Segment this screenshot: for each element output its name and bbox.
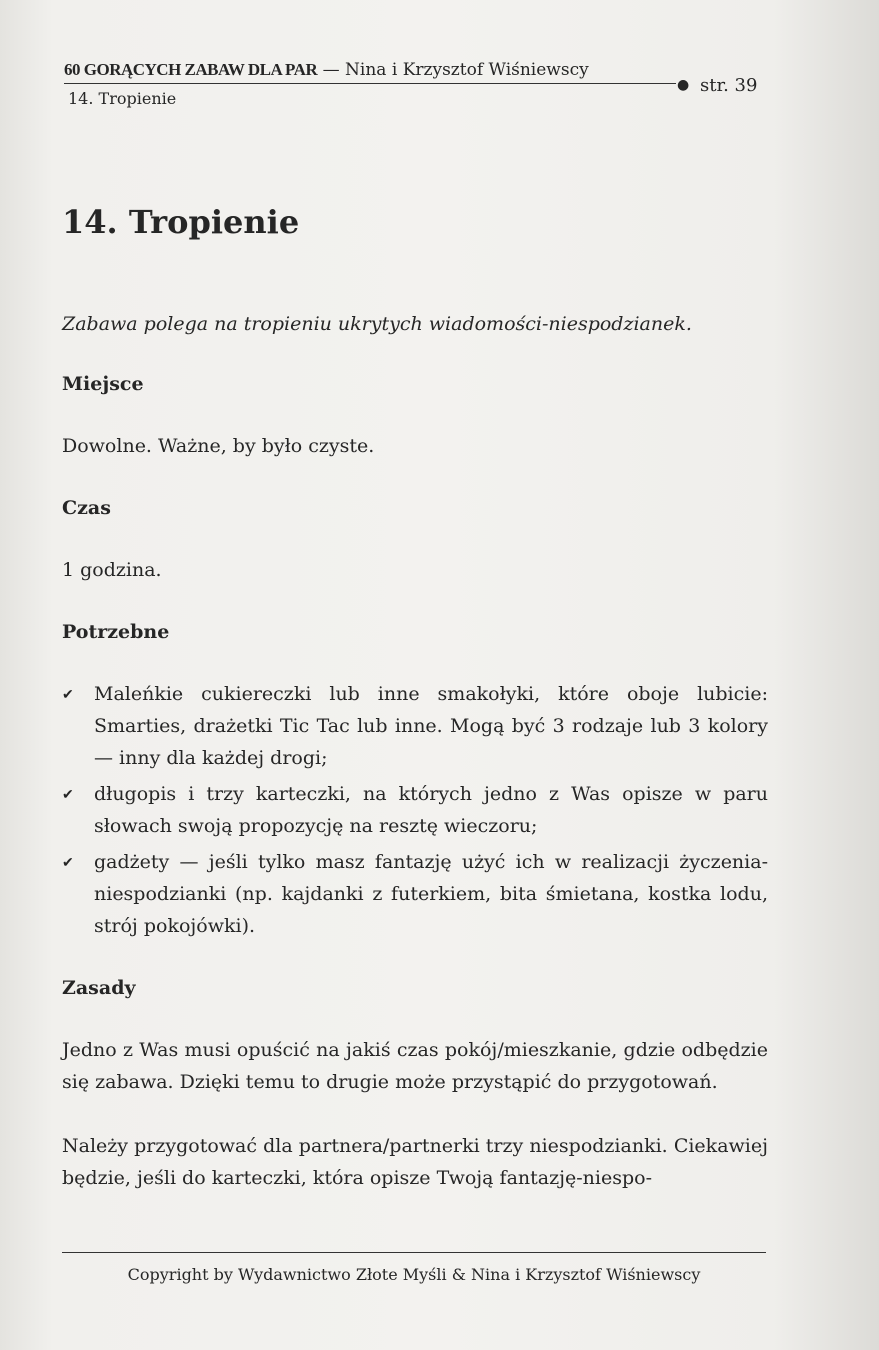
rules-paragraph-1: Jedno z Was musi opuścić na jakiś czas pokój/mieszkanie, gdzie odbędzie się zabawa. Dzięki temu to drugie może przystąpić do przygotowań. [62,1039,768,1093]
header-page-number: str. 39 [700,75,758,96]
check-mark-icon: ✔ [62,855,74,871]
rules-paragraph-2: Należy przygotować dla partnera/partnerki trzy niespodzianki. Ciekawiej będzie, jeśli do karteczki, która opisze Twoją fantazję-niespo- [62,1135,768,1189]
check-mark-icon: ✔ [62,787,74,803]
list-item [62,778,768,842]
chapter-title: 14. Tropienie [62,203,300,241]
list-item-text: Maleńkie cukiereczki lub inne smakołyki, które oboje lubicie: Smarties, drażetki Tic Tac lub inne. Mogą być 3 rodzaje lub 3 kolory — inny dla każdej drogi; [94,683,768,769]
time-text: 1 godzina. [62,559,162,581]
header-section-name: 14. Tropienie [68,89,177,108]
header-book-title: 60 GORĄCYCH ZABAW DLA PAR [64,60,318,79]
page-body [62,200,768,1194]
section-heading-time: Czas [62,497,111,519]
bullet-dot-icon: ● [677,77,690,93]
list-item [62,846,768,942]
list-item-text: długopis i trzy karteczki, na których jedno z Was opisze w paru słowach swoją propozycję na resztę wieczoru; [94,783,768,837]
check-mark-icon: ✔ [62,687,74,703]
running-header [64,58,764,108]
header-rule [64,83,676,84]
list-item-text: gadżety — jeśli tylko masz fantazję użyć ich w realizacji życzenia-niespodzianki (np. kajdanki z futerkiem, bita śmietana, kostka lodu, strój pokojówki). [94,851,768,937]
footer-rule [62,1252,766,1253]
needed-list [62,678,768,942]
chapter-intro: Zabawa polega na tropieniu ukrytych wiadomości-niespodzianek. [62,313,692,335]
section-heading-needed: Potrzebne [62,621,170,643]
header-authors: Nina i Krzysztof Wiśniewscy [345,60,589,80]
section-heading-rules: Zasady [62,977,136,999]
footer-copyright: Copyright by Wydawnictwo Złote Myśli & Nina i Krzysztof Wiśniewscy [127,1265,701,1284]
header-separator: — [317,60,346,80]
section-heading-place: Miejsce [62,373,144,395]
list-item [62,678,768,774]
header-title-line [64,58,764,82]
place-text: Dowolne. Ważne, by było czyste. [62,435,375,457]
